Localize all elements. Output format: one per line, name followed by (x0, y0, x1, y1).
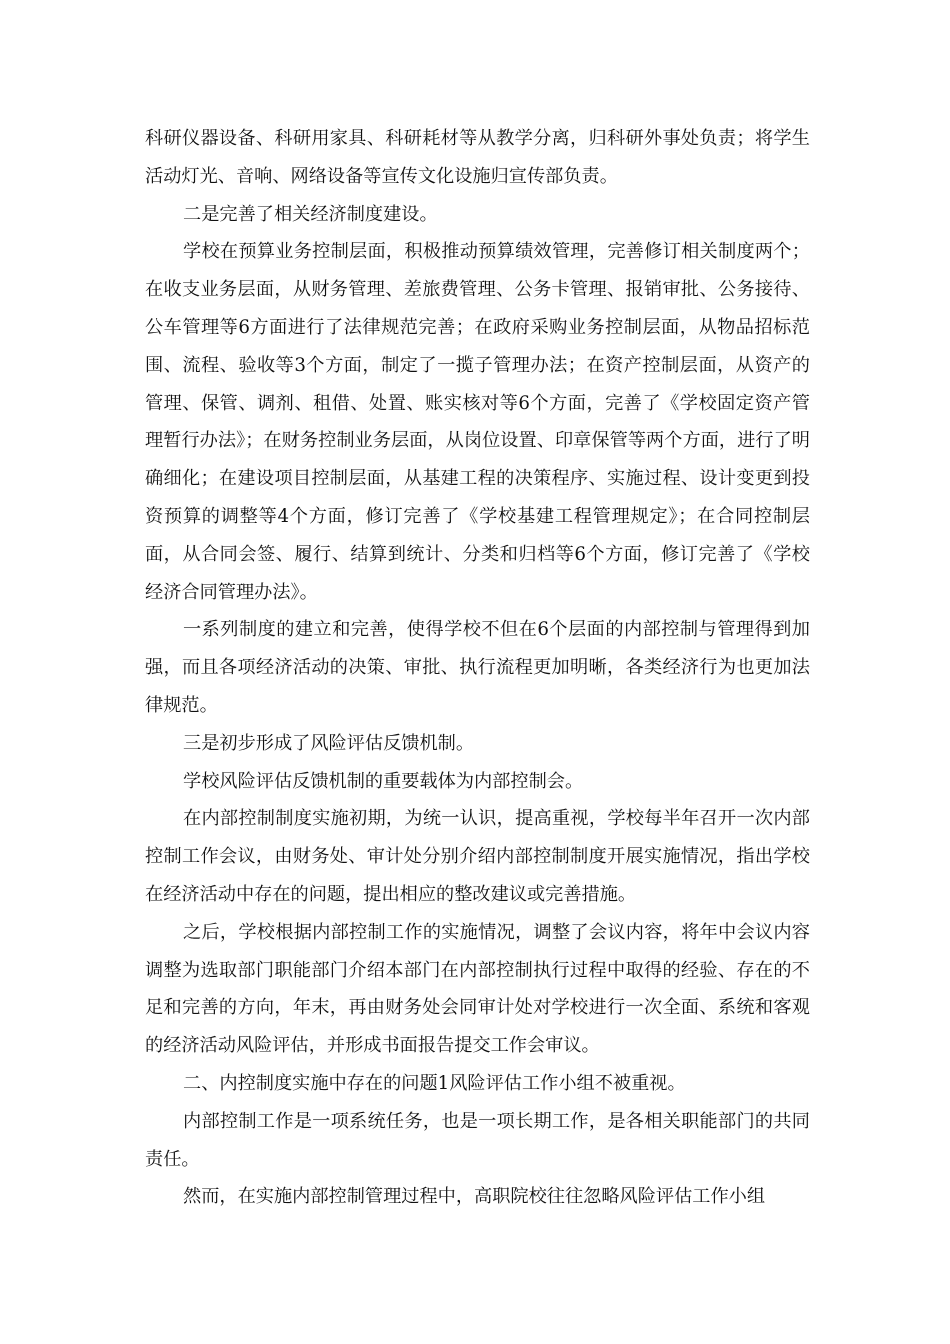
paragraph-11: 然而，在实施内部控制管理过程中，高职院校往往忽略风险评估工作小组 (183, 1186, 766, 1208)
paragraph-3: 学校在预算业务控制层面，积极推动预算绩效管理，完善修订相关制度两个；在收支业务层面，从财务管理、差旅费管理、公务卡管理、报销审批、公务接待、公车管理等6方面进行了法律规范完善；在政府采购业务控制层面，从物品招标范围、流程、验收等3个方面，制定了一揽子管理办法；在资产控制层面，从资产的管理、保管、调剂、租借、处置、账实核对等6个方面，完善了《学校固定资产管理暂行办法》；在财务控制业务层面，从岗位设置、印章保管等两个方面，进行了明确细化；在建设项目控制层面，从基建工程的决策程序、实施过程、设计变更到投资预算的调整等4个方面，修订完善了《学校基建工程管理规定》；在合同控制层面，从合同会签、履行、结算到统计、分类和归档等6个方面，修订完善了《学校经济合同管理办法》。 (145, 241, 810, 603)
document-page (145, 120, 810, 1216)
paragraph-6: 学校风险评估反馈机制的重要载体为内部控制会。 (183, 770, 584, 792)
paragraph-8: 之后，学校根据内部控制工作的实施情况，调整了会议内容，将年中会议内容调整为选取部门职能部门介绍本部门在内部控制执行过程中取得的经验、存在的不足和完善的方向，年末，再由财务处会同审计处对学校进行一次全面、系统和客观的经济活动风险评估，并形成书面报告提交工作会审议。 (145, 921, 810, 1057)
paragraph-10: 内部控制工作是一项系统任务，也是一项长期工作，是各相关职能部门的共同责任。 (145, 1110, 810, 1170)
paragraph-2-heading: 二是完善了相关经济制度建设。 (183, 203, 438, 225)
paragraph-1: 科研仪器设备、科研用家具、科研耗材等从教学分离，归科研外事处负责；将学生活动灯光、音响、网络设备等宣传文化设施归宣传部负责。 (145, 128, 810, 187)
paragraph-9-heading: 二、内控制度实施中存在的问题1风险评估工作小组不被重视。 (183, 1072, 686, 1094)
paragraph-4: 一系列制度的建立和完善，使得学校不但在6个层面的内部控制与管理得到加强，而且各项经济活动的决策、审批、执行流程更加明晰，各类经济行为也更加法律规范。 (145, 619, 810, 716)
paragraph-7: 在内部控制制度实施初期，为统一认识，提高重视，学校每半年召开一次内部控制工作会议，由财务处、审计处分别介绍内部控制制度开展实施情况，指出学校在经济活动中存在的问题，提出相应的整改建议或完善措施。 (145, 808, 810, 905)
paragraph-5-heading: 三是初步形成了风险评估反馈机制。 (183, 732, 475, 754)
